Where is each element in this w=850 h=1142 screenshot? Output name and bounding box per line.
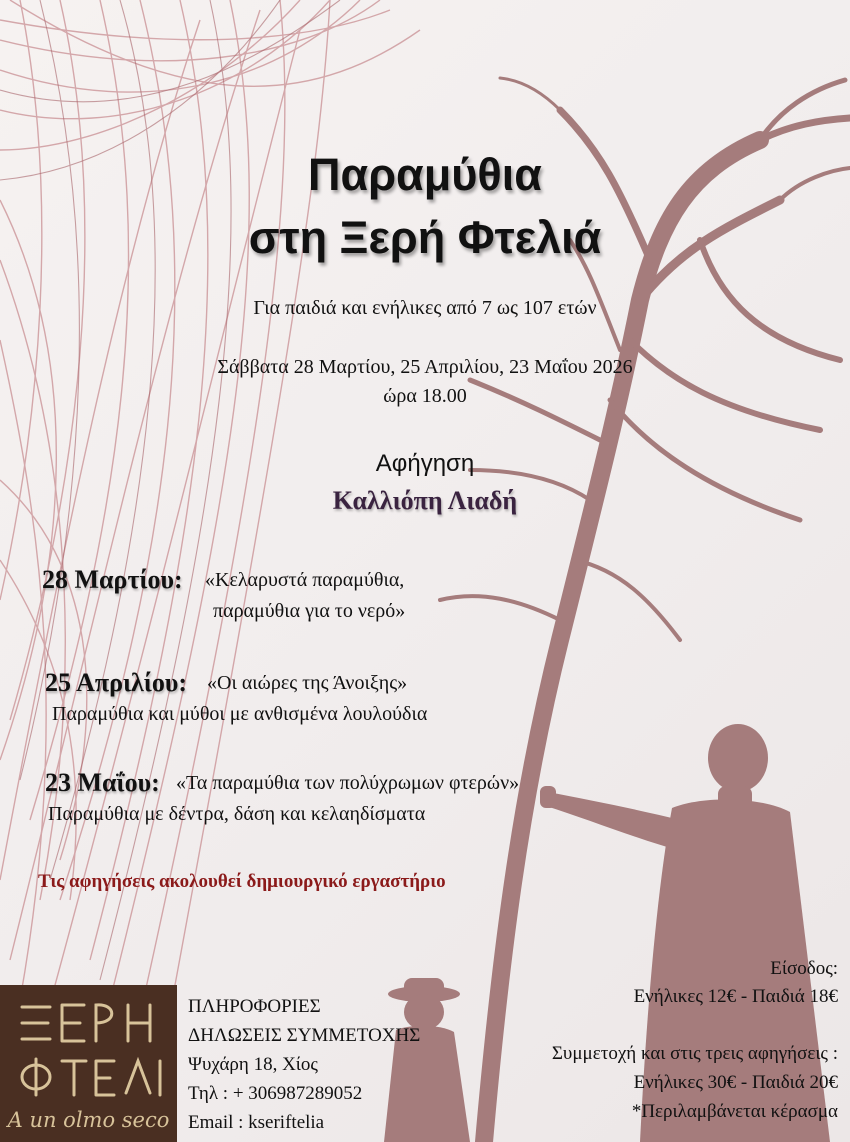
session-2-date: 25 Απριλίου: — [45, 668, 188, 697]
session-1-subtitle: παραμύθια για το νερό» — [213, 600, 406, 622]
session-3-title: «Τα παραμύθια των πολύχρωμων φτερών» — [176, 772, 520, 794]
time-line: ώρα 18.00 — [383, 385, 467, 407]
title-line-2: στη Ξερή Φτελιά — [248, 212, 602, 263]
narrator-name: Καλλιόπη Λιαδή — [332, 486, 518, 515]
info-address: Ψυχάρη 18, Χίος — [188, 1054, 318, 1075]
info-registration: ΔΗΛΩΣΕΙΣ ΣΥΜΜΕΤΟΧΗΣ — [188, 1025, 421, 1046]
info-phone: Τηλ : + 306987289052 — [188, 1083, 363, 1104]
logo — [0, 985, 177, 1142]
entry-prices: Ενήλικες 12€ - Παιδιά 18€ — [633, 986, 838, 1007]
entry-label: Είσοδος: — [770, 958, 838, 979]
session-1-date: 28 Μαρτίου: — [42, 565, 183, 594]
info-email: Email : kseriftelia — [188, 1112, 325, 1133]
narration-label: Αφήγηση — [375, 450, 475, 477]
all-three-label: Συμμετοχή και στις τρεις αφηγήσεις : — [551, 1043, 838, 1064]
logo-tagline: A un olmo seco — [7, 1108, 170, 1132]
logo-lettering — [0, 985, 177, 1110]
workshop-note: Τις αφηγήσεις ακολουθεί δημιουργικό εργαστήριο — [38, 871, 446, 892]
session-3-date: 23 Μαΐου: — [45, 768, 160, 797]
session-3-subtitle: Παραμύθια με δέντρα, δάση και κελαηδίσματα — [48, 803, 426, 825]
info-heading: ΠΛΗΡΟΦΟΡΙΕΣ — [188, 996, 321, 1017]
session-2-subtitle: Παραμύθια και μύθοι με ανθισμένα λουλούδια — [52, 703, 428, 725]
refreshment-note: *Περιλαμβάνεται κέρασμα — [631, 1101, 838, 1122]
audience-line: Για παιδιά και ενήλικες από 7 ως 107 ετών — [253, 297, 597, 319]
session-1-title: «Κελαρυστά παραμύθια, — [205, 569, 405, 591]
session-2-title: «Οι αιώρες της Άνοιξης» — [207, 672, 408, 694]
info-block — [188, 992, 420, 1137]
title-line-1: Παραμύθια — [308, 149, 542, 200]
all-three-prices: Ενήλικες 30€ - Παιδιά 20€ — [633, 1072, 838, 1093]
dates-line: Σάββατα 28 Μαρτίου, 25 Απριλίου, 23 Μαΐου 2026 — [217, 356, 633, 378]
